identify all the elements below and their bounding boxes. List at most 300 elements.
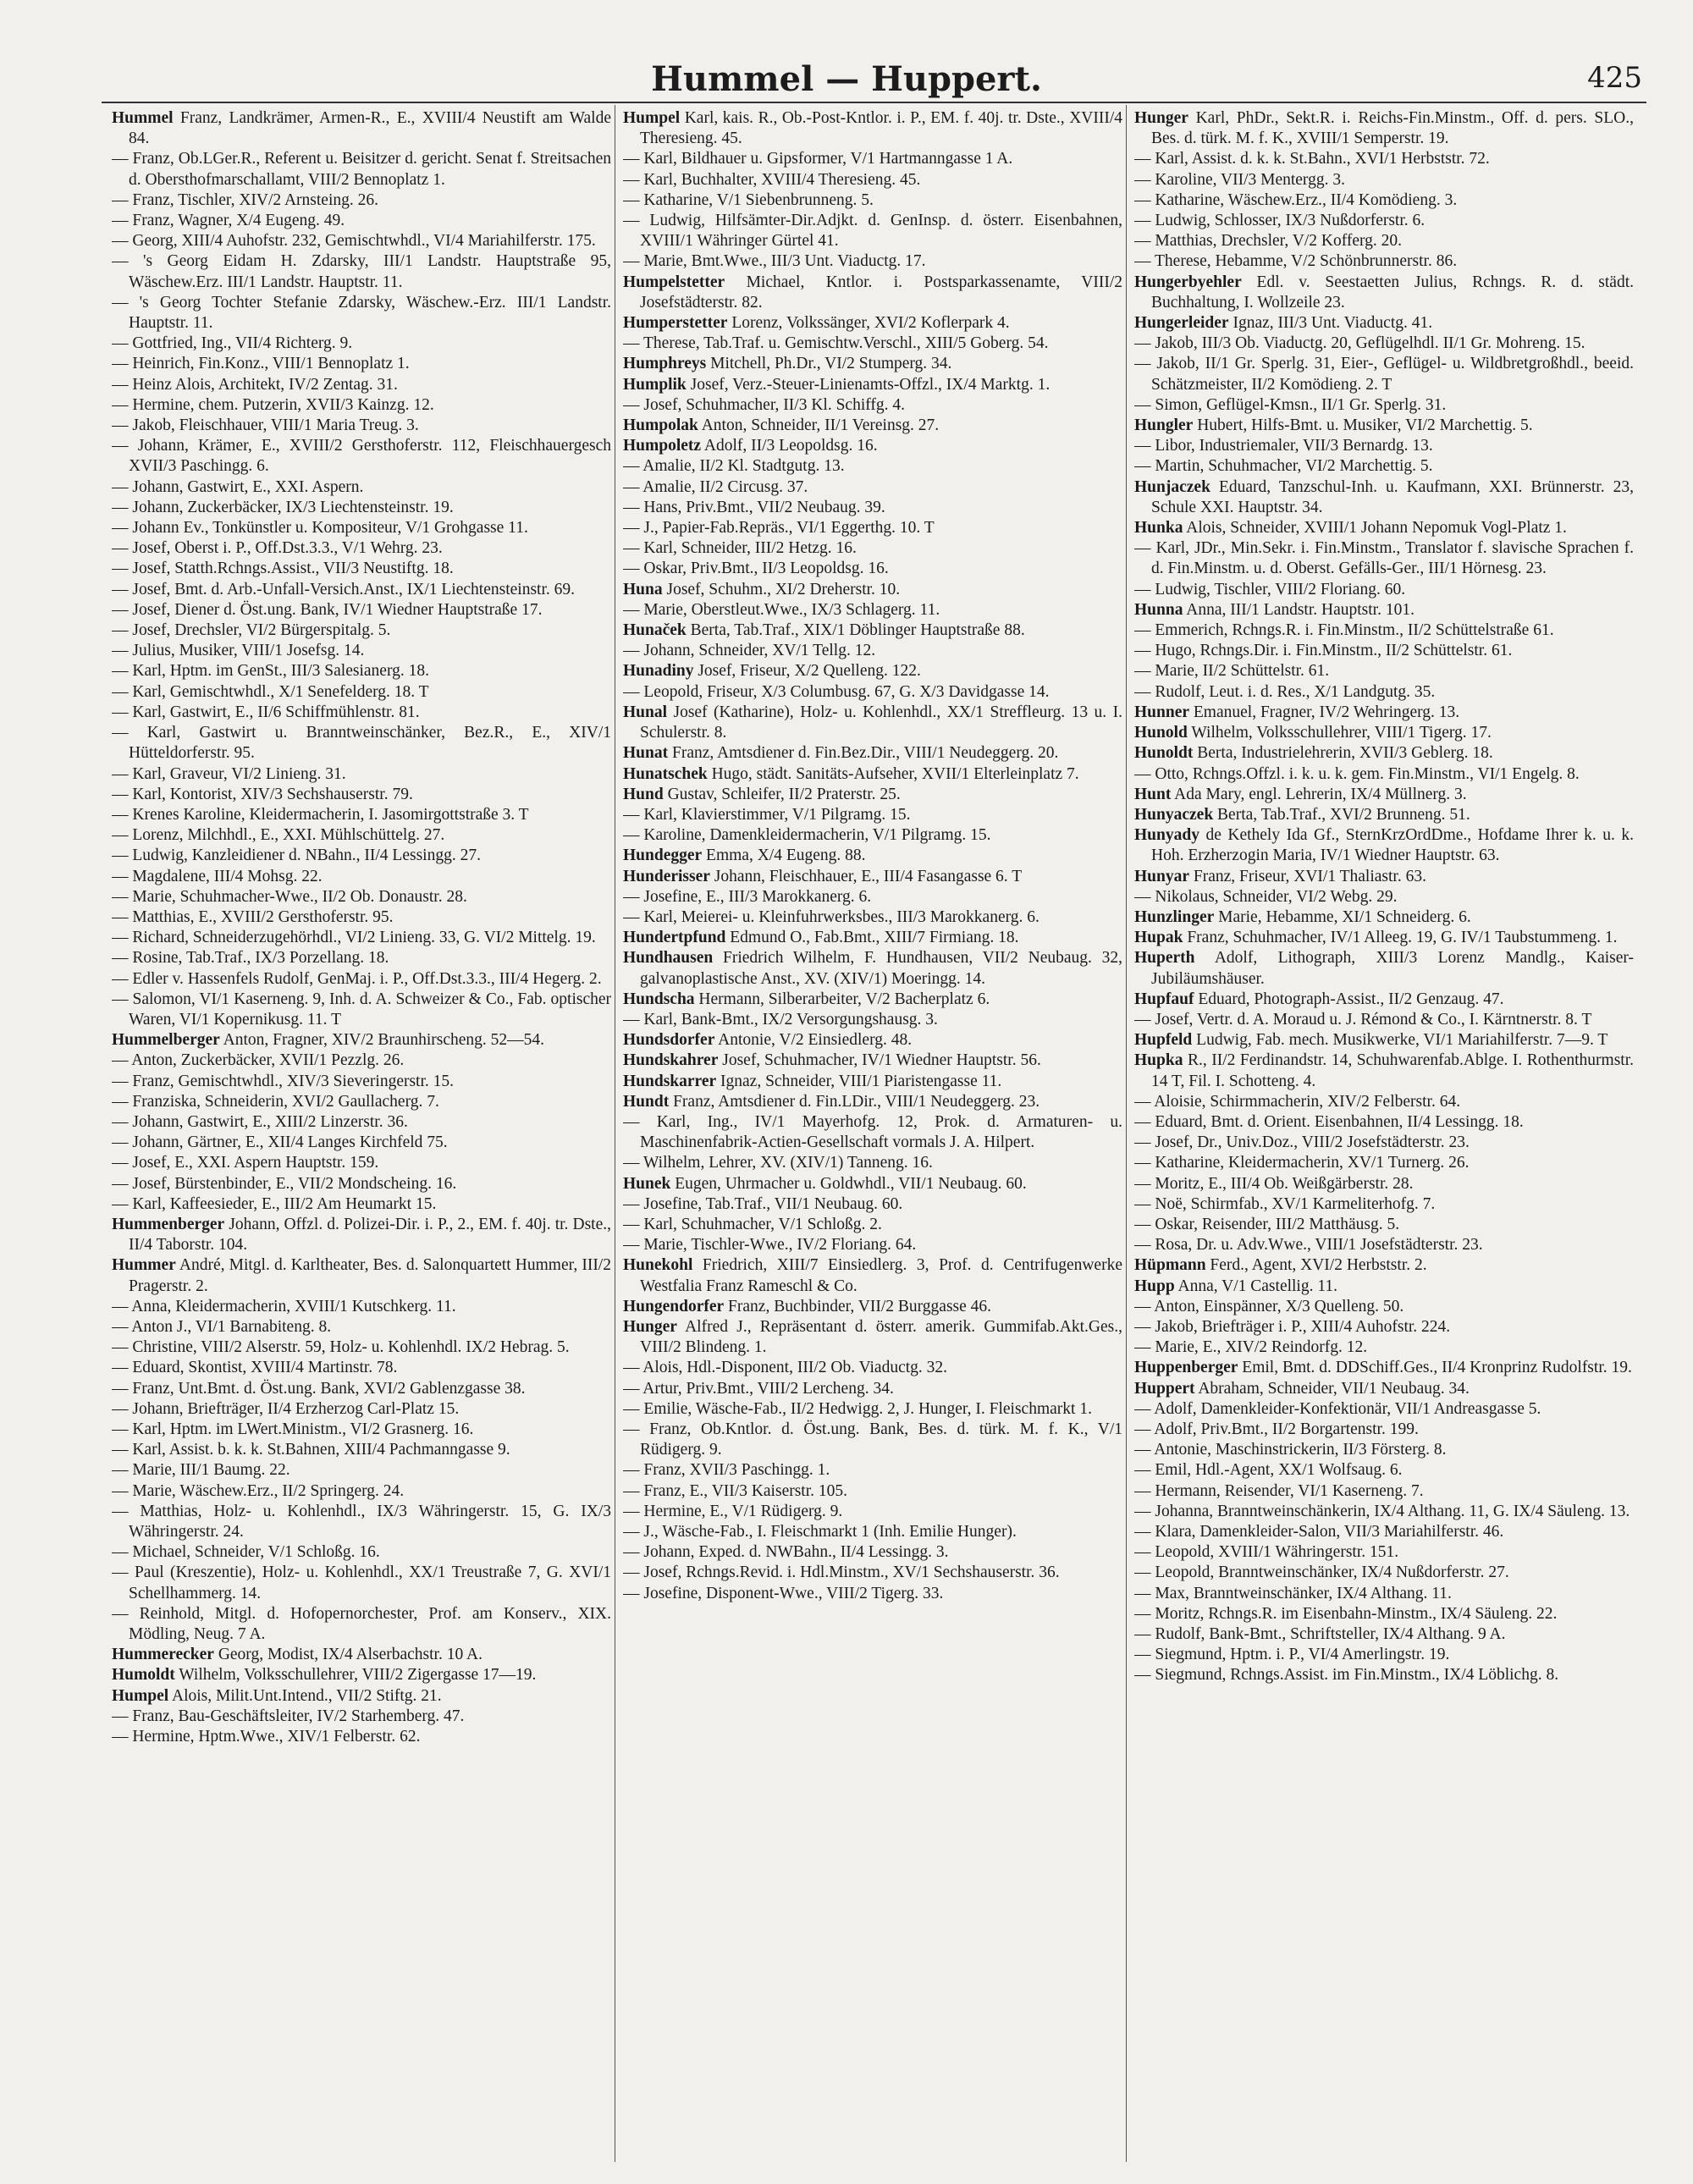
directory-entry	[112, 805, 611, 825]
entry-text: — Anton J., VI/1 Barnabiteng. 8.	[112, 1317, 332, 1336]
entry-text: — Otto, Rchngs.Offzl. i. k. u. k. gem. Fin.Minstm., VI/1 Engelg. 8.	[1134, 764, 1580, 783]
directory-entry	[112, 600, 611, 620]
entry-text: Emma, X/4 Eugeng. 88.	[706, 847, 866, 865]
directory-entry	[623, 948, 1122, 989]
directory-entry	[112, 1215, 611, 1255]
directory-entry	[623, 1358, 1122, 1378]
entry-text: Anna, III/1 Landstr. Hauptstr. 101.	[1186, 600, 1415, 619]
directory-entry	[623, 1502, 1122, 1522]
directory-entry	[1134, 1277, 1634, 1297]
directory-entry	[623, 1030, 1122, 1051]
entry-text: Josef, Schuhm., XI/2 Dreherstr. 10.	[666, 580, 901, 598]
directory-entry	[623, 559, 1122, 579]
directory-entry	[112, 1542, 611, 1563]
entry-text: — Simon, Geflügel-Kmsn., II/1 Gr. Sperlg. 31.	[1134, 395, 1447, 414]
directory-entry	[1134, 416, 1634, 436]
directory-entry	[623, 1235, 1122, 1255]
entry-text: — Therese, Tab.Traf. u. Gemischtw.Verschl., XIII/5 Goberg. 54.	[623, 334, 1049, 353]
entry-text: Abraham, Schneider, VII/1 Neubaug. 34.	[1198, 1379, 1470, 1398]
directory-entry	[112, 661, 611, 681]
entry-text: Franz, Amtsdiener d. Fin.LDir., VIII/1 Neudeggerg. 23.	[673, 1092, 1040, 1111]
directory-entry	[623, 149, 1122, 169]
directory-entry	[623, 538, 1122, 559]
entry-surname: Hunyaczek	[1134, 805, 1214, 824]
directory-entry	[623, 661, 1122, 681]
entry-text: Johann, Fleischhauer, E., III/4 Fasangasse 6. T	[714, 867, 1023, 885]
entry-text: — Katharine, V/1 Siebenbrunneng. 5.	[623, 190, 874, 209]
directory-entry	[1134, 600, 1634, 620]
entry-text: — Franz, Tischler, XIV/2 Arnsteing. 26.	[112, 190, 378, 209]
directory-entry	[112, 436, 611, 477]
directory-entry	[112, 1665, 611, 1685]
entry-text: Franz, Friseur, XVI/1 Thaliastr. 63.	[1193, 867, 1426, 885]
directory-entry	[112, 1051, 611, 1071]
entry-text: — Josef, Rchngs.Revid. i. Hdl.Minstm., XV/1 Sechshauserstr. 36.	[623, 1564, 1060, 1582]
entry-text: — Jakob, III/3 Ob. Viaductg. 20, Geflügelhdl. II/1 Gr. Mohreng. 15.	[1134, 334, 1585, 353]
entry-text: — Josefine, Disponent-Wwe., VIII/2 Tigerg. 33.	[623, 1584, 944, 1602]
directory-entry	[1134, 1460, 1634, 1481]
entry-text: — Edler v. Hassenfels Rudolf, GenMaj. i. P., Off.Dst.3.3., III/4 Hegerg. 2.	[112, 969, 602, 988]
entry-surname: Hungerleider	[1134, 314, 1229, 333]
entry-text: — Hermann, Reisender, VI/1 Kaserneng. 7.	[1134, 1481, 1424, 1500]
directory-entry	[623, 354, 1122, 374]
directory-entry	[112, 1174, 611, 1194]
directory-entry	[623, 416, 1122, 436]
entry-surname: Hummer	[112, 1256, 176, 1275]
directory-entry	[623, 273, 1122, 313]
entry-text: — Johann, Schneider, XV/1 Tellg. 12.	[623, 642, 876, 660]
entry-text: — Karl, Kaffeesieder, E., III/2 Am Heumarkt 15.	[112, 1194, 437, 1213]
entry-text: — Johann, Gastwirt, E., XXI. Aspern.	[112, 477, 364, 496]
entry-text: — Franz, Bau-Geschäftsleiter, IV/2 Starhemberg. 47.	[112, 1707, 465, 1725]
directory-entry	[1134, 149, 1634, 169]
entry-surname: Hundscha	[623, 990, 695, 1008]
entry-text: — Jakob, Fleischhauer, VIII/1 Maria Treug. 3.	[112, 416, 419, 435]
directory-entry	[1134, 1522, 1634, 1542]
entry-text: — Emmerich, Rchngs.R. i. Fin.Minstm., II/2 Schüttelstraße 61.	[1134, 621, 1554, 640]
directory-column-3	[1134, 108, 1634, 2157]
entry-text: Friedrich, XIII/7 Einsiedlerg. 3, Prof. d. Centrifugenwerke Westfalia Franz Rameschl & Co.	[640, 1256, 1122, 1295]
entry-text: — Siegmund, Hptm. i. P., VI/4 Amerlingstr. 19.	[1134, 1646, 1450, 1664]
entry-text: — Ludwig, Schlosser, IX/3 Nußdorferstr. 6.	[1134, 212, 1426, 230]
directory-entry	[1134, 1399, 1634, 1420]
directory-entry	[112, 723, 611, 764]
directory-entry	[1134, 785, 1634, 805]
entry-text: Berta, Tab.Traf., XIX/1 Döblinger Hauptstraße 88.	[690, 621, 1025, 640]
directory-entry	[112, 1399, 611, 1420]
entry-text: — Aloisie, Schirmmacherin, XIV/2 Felberstr. 64.	[1134, 1092, 1461, 1111]
entry-surname: Huna	[623, 580, 663, 598]
entry-text: Josef, Verz.-Steuer-Linienamts-Offzl., IX/4 Marktg. 1.	[690, 375, 1051, 394]
entry-text: — Oskar, Priv.Bmt., II/3 Leopoldsg. 16.	[623, 560, 889, 578]
entry-surname: Humoldt	[112, 1666, 175, 1685]
entry-text: — Rudolf, Leut. i. d. Res., X/1 Landgutg. 35.	[1134, 682, 1436, 701]
directory-entry	[1134, 1379, 1634, 1399]
directory-entry	[623, 990, 1122, 1010]
entry-text: — Emil, Hdl.-Agent, XX/1 Wolfsaug. 6.	[1134, 1461, 1403, 1480]
entry-text: — Gottfried, Ing., VII/4 Richterg. 9.	[112, 334, 353, 353]
directory-entry	[1134, 518, 1634, 538]
entry-text: Hugo, städt. Sanitäts-Aufseher, XVII/1 Elterleinplatz 7.	[711, 764, 1079, 783]
entry-text: — Karl, Graveur, VI/2 Linieng. 31.	[112, 764, 346, 783]
directory-entry	[623, 1051, 1122, 1071]
directory-entry	[112, 641, 611, 661]
entry-text: — Johann, Exped. d. NWBahn., II/4 Lessingg. 3.	[623, 1543, 949, 1562]
directory-entry	[1134, 805, 1634, 825]
entry-text: Ferd., Agent, XVI/2 Herbststr. 2.	[1210, 1256, 1427, 1275]
entry-text: — Franziska, Schneiderin, XVI/2 Gaullacherg. 7.	[112, 1092, 439, 1111]
entry-text: — Michael, Schneider, V/1 Schloßg. 16.	[112, 1543, 380, 1562]
entry-text: — Franz, Gemischtwhdl., XIV/3 Sieveringerstr. 15.	[112, 1072, 455, 1090]
directory-entry	[112, 1502, 611, 1542]
entry-surname: Humplik	[623, 375, 687, 394]
directory-entry	[1134, 1358, 1634, 1378]
directory-entry	[1134, 1584, 1634, 1604]
entry-text: Ignaz, Schneider, VIII/1 Piaristengasse 11.	[720, 1072, 1002, 1090]
entry-surname: Hundertpfund	[623, 929, 726, 947]
entry-text: — Libor, Industriemaler, VII/3 Bernardg. 13.	[1134, 437, 1433, 455]
entry-surname: Hüpmann	[1134, 1256, 1206, 1275]
entry-text: — Karl, Klavierstimmer, V/1 Pilgramg. 15.	[623, 805, 911, 824]
directory-entry	[623, 887, 1122, 907]
entry-text: Anna, V/1 Castellig. 11.	[1177, 1277, 1338, 1295]
entry-text: — Josef, Drechsler, VI/2 Bürgerspitalg. 5.	[112, 621, 391, 640]
directory-entry	[1134, 1194, 1634, 1215]
directory-entry	[623, 1174, 1122, 1194]
entry-text: — Katharine, Kleidermacherin, XV/1 Turnerg. 26.	[1134, 1154, 1470, 1172]
entry-text: Franz, Schuhmacher, IV/1 Alleeg. 19, G. IV/1 Taubstummeng. 1.	[1187, 929, 1618, 947]
directory-entry	[623, 1379, 1122, 1399]
directory-entry	[1134, 251, 1634, 272]
directory-entry	[112, 477, 611, 498]
entry-text: — Marie, Bmt.Wwe., III/3 Unt. Viaductg. 17.	[623, 252, 926, 271]
entry-text: — Ludwig, Kanzleidiener d. NBahn., II/4 Lessingg. 27.	[112, 847, 481, 865]
entry-text: — Karl, Schuhmacher, V/1 Schloßg. 2.	[623, 1215, 882, 1233]
entry-text: Adolf, Lithograph, XIII/3 Lorenz Mandlg., Kaiser-Jubiläumshäuser.	[1151, 949, 1634, 988]
entry-text: Franz, Landkrämer, Armen-R., E., XVIII/4 Neustift am Walde 84.	[129, 109, 611, 148]
entry-surname: Hundskarrer	[623, 1072, 717, 1090]
entry-text: Franz, Amtsdiener d. Fin.Bez.Dir., VIII/1 Neudeggerg. 20.	[671, 744, 1059, 763]
header-rule	[102, 102, 1646, 103]
entry-surname: Hunaček	[623, 621, 687, 640]
entry-text: Emanuel, Fragner, IV/2 Wehringerg. 13.	[1193, 703, 1460, 721]
directory-entry	[1134, 620, 1634, 641]
entry-text: — Marie, Oberstleut.Wwe., IX/3 Schlagerg. 11.	[623, 600, 940, 619]
directory-entry	[623, 580, 1122, 600]
entry-surname: Humphreys	[623, 355, 707, 373]
entry-text: — Moritz, E., III/4 Ob. Weißgärberstr. 28.	[1134, 1174, 1414, 1193]
entry-surname: Hunna	[1134, 600, 1183, 619]
entry-surname: Hunek	[623, 1174, 671, 1193]
directory-entry	[623, 703, 1122, 743]
directory-entry	[623, 867, 1122, 887]
directory-entry	[1134, 231, 1634, 251]
entry-surname: Hungerbyehler	[1134, 273, 1242, 291]
entry-text: — Karl, Bildhauer u. Gipsformer, V/1 Hartmanngasse 1 A.	[623, 150, 1013, 168]
directory-entry	[1134, 190, 1634, 211]
entry-text: — Heinrich, Fin.Konz., VIII/1 Bennoplatz 1.	[112, 355, 410, 373]
entry-surname: Hunger	[623, 1317, 677, 1336]
entry-text: R., II/2 Ferdinandstr. 14, Schuhwarenfab.Ablge. I. Rothenthurmstr. 14 T, Fil. I. Schotteng. 4.	[1151, 1051, 1634, 1090]
entry-text: — Antonie, Maschinstrickerin, II/3 Försterg. 8.	[1134, 1441, 1447, 1459]
entry-text: — Leopold, Branntweinschänker, IX/4 Nußdorferstr. 27.	[1134, 1564, 1509, 1582]
entry-text: Marie, Hebamme, XI/1 Schneiderg. 6.	[1218, 907, 1471, 926]
entry-text: — Karl, Buchhalter, XVIII/4 Theresieng. 45.	[623, 170, 921, 189]
entry-text: Alois, Milit.Unt.Intend., VII/2 Stiftg. 21.	[172, 1686, 442, 1705]
entry-text: — Josef, Diener d. Öst.ung. Bank, IV/1 Wiedner Hauptstraße 17.	[112, 600, 543, 619]
entry-text: Berta, Industrielehrerin, XVII/3 Geblerg. 18.	[1197, 744, 1493, 763]
directory-entry	[112, 1440, 611, 1460]
entry-text: Karl, PhDr., Sekt.R. i. Reichs-Fin.Minstm., Off. d. pers. SLO., Bes. d. türk. M. f. K., XVIII/1 Semperstr. 19.	[1151, 109, 1634, 148]
entry-text: — Marie, II/2 Schüttelstr. 61.	[1134, 662, 1330, 681]
directory-entry	[623, 170, 1122, 190]
directory-entry	[623, 1092, 1122, 1112]
entry-text: — Krenes Karoline, Kleidermacherin, I. Jasomirgottstraße 3. T	[112, 805, 529, 824]
entry-text: — Karl, Meierei- u. Kleinfuhrwerksbes., III/3 Marokkanerg. 6.	[623, 907, 1040, 926]
entry-text: — Franz, Wagner, X/4 Eugeng. 49.	[112, 212, 345, 230]
directory-entry	[1134, 1420, 1634, 1440]
entry-text: — Josefine, E., III/3 Marokkanerg. 6.	[623, 887, 872, 906]
entry-text: — Leopold, Friseur, X/3 Columbusg. 67, G. X/3 Davidgasse 14.	[623, 682, 1050, 701]
entry-text: — Josef, Bmt. d. Arb.-Unfall-Versich.Anst., IX/1 Liechtensteinstr. 69.	[112, 580, 575, 598]
entry-text: — Karl, Gastwirt, E., II/6 Schiffmühlenstr. 81.	[112, 703, 420, 721]
entry-text: Franz, Buchbinder, VII/2 Burggasse 46.	[728, 1297, 992, 1315]
entry-text: — Oskar, Reisender, III/2 Matthäusg. 5.	[1134, 1215, 1400, 1233]
directory-entry	[112, 108, 611, 149]
directory-entry	[1134, 273, 1634, 313]
directory-entry	[1134, 334, 1634, 354]
entry-surname: Hunoldt	[1134, 744, 1194, 763]
entry-surname: Hupfauf	[1134, 990, 1194, 1008]
entry-text: — Adolf, Priv.Bmt., II/2 Borgartenstr. 199.	[1134, 1420, 1419, 1438]
entry-text: — Anton, Zuckerbäcker, XVII/1 Pezzlg. 26.	[112, 1051, 405, 1070]
entry-text: Ada Mary, engl. Lehrerin, IX/4 Müllnerg. 3.	[1174, 785, 1467, 803]
entry-text: Berta, Tab.Traf., XVI/2 Brunneng. 51.	[1217, 805, 1470, 824]
entry-text: — Nikolaus, Schneider, VI/2 Webg. 29.	[1134, 887, 1398, 906]
entry-text: — Rudolf, Bank-Bmt., Schriftsteller, IX/4 Althang. 9 A.	[1134, 1625, 1506, 1644]
entry-surname: Hunyady	[1134, 826, 1199, 845]
directory-entry	[1134, 1481, 1634, 1502]
entry-text: — Wilhelm, Lehrer, XV. (XIV/1) Tanneng. 16.	[623, 1154, 933, 1172]
entry-text: — Matthias, Holz- u. Kohlenhdl., IX/3 Währingerstr. 15, G. IX/3 Währingerstr. 24.	[112, 1502, 611, 1541]
directory-entry	[1134, 1174, 1634, 1194]
directory-entry	[1134, 825, 1634, 866]
directory-entry	[1134, 456, 1634, 477]
entry-text: Edmund O., Fab.Bmt., XIII/7 Firmiang. 18.	[730, 929, 1019, 947]
directory-entry	[623, 1584, 1122, 1604]
entry-text: — Reinhold, Mitgl. d. Hofopernorchester, Prof. am Konserv., XIX. Mödling, Neug. 7 A.	[112, 1604, 611, 1644]
directory-entry	[1134, 1010, 1634, 1030]
directory-entry	[1134, 1563, 1634, 1583]
entry-text: — Amalie, II/2 Kl. Stadtgutg. 13.	[623, 457, 845, 476]
entry-text: Alois, Schneider, XVIII/1 Johann Nepomuk Vogl-Platz 1.	[1186, 519, 1567, 538]
directory-entry	[1134, 1153, 1634, 1173]
entry-text: — Marie, E., XIV/2 Reindorfg. 12.	[1134, 1338, 1368, 1357]
entry-text: — Artur, Priv.Bmt., VIII/2 Lercheng. 34.	[623, 1379, 894, 1398]
entry-text: — Franz, XVII/3 Paschingg. 1.	[623, 1461, 830, 1480]
directory-entry	[623, 907, 1122, 928]
directory-entry	[1134, 436, 1634, 456]
entry-text: Lorenz, Volkssänger, XVI/2 Koflerpark 4.	[731, 314, 1010, 333]
directory-entry	[112, 825, 611, 846]
entry-surname: Huppenberger	[1134, 1359, 1238, 1377]
entry-surname: Hungler	[1134, 416, 1194, 435]
directory-entry	[623, 743, 1122, 764]
directory-entry	[1134, 211, 1634, 231]
entry-text: — Josef, Vertr. d. A. Moraud u. J. Rémond & Co., I. Kärntnerstr. 8. T	[1134, 1010, 1592, 1029]
directory-entry	[623, 764, 1122, 785]
entry-text: Anton, Fragner, XIV/2 Braunhirscheng. 52—54.	[223, 1031, 545, 1050]
entry-text: — Heinz Alois, Architekt, IV/2 Zentag. 31.	[112, 375, 398, 394]
directory-entry	[623, 1072, 1122, 1092]
directory-entry	[1134, 580, 1634, 600]
entry-text: — Marie, Tischler-Wwe., IV/2 Floriang. 64.	[623, 1236, 917, 1255]
directory-entry	[112, 498, 611, 518]
entry-text: — Magdalene, III/4 Mohsg. 22.	[112, 867, 323, 885]
directory-entry	[1134, 1030, 1634, 1051]
directory-entry	[112, 580, 611, 600]
entry-text: Hubert, Hilfs-Bmt. u. Musiker, VI/2 Marchettig. 5.	[1197, 416, 1533, 435]
entry-text: — Johann, Briefträger, II/4 Erzherzog Carl-Platz 15.	[112, 1399, 460, 1418]
directory-entry	[1134, 990, 1634, 1010]
entry-text: — Anton, Einspänner, X/3 Quelleng. 50.	[1134, 1297, 1404, 1315]
entry-text: — Hugo, Rchngs.Dir. i. Fin.Minstm., II/2 Schüttelstr. 61.	[1134, 642, 1513, 660]
page-number: 425	[1587, 61, 1642, 95]
directory-entry	[623, 518, 1122, 538]
directory-entry	[623, 251, 1122, 272]
entry-text: — Max, Branntweinschänker, IX/4 Althang. 11.	[1134, 1584, 1452, 1602]
entry-text: Friedrich Wilhelm, F. Hundhausen, VII/2 Neubaug. 32, galvanoplastische Anst., XV. (XIV/1) Moeringg. 14.	[640, 949, 1122, 988]
entry-text: Michael, Kntlor. i. Postsparkassenamte, VIII/2 Josefstädterstr. 82.	[640, 273, 1122, 312]
directory-entry	[112, 518, 611, 538]
entry-surname: Hupfeld	[1134, 1031, 1193, 1050]
entry-text: — Georg, XIII/4 Auhofstr. 232, Gemischtwhdl., VI/4 Mariahilferstr. 175.	[112, 232, 596, 251]
directory-entry	[623, 375, 1122, 395]
directory-entry	[112, 251, 611, 292]
directory-entry	[1134, 1624, 1634, 1645]
directory-entry	[623, 1481, 1122, 1502]
directory-entry	[1134, 1255, 1634, 1276]
directory-column-1	[112, 108, 611, 2157]
entry-text: — Therese, Hebamme, V/2 Schönbrunnerstr. 86.	[1134, 252, 1458, 271]
entry-surname: Humpolak	[623, 416, 698, 435]
directory-entry	[112, 867, 611, 887]
directory-entry	[112, 1481, 611, 1502]
entry-surname: Hummelberger	[112, 1031, 220, 1050]
directory-entry	[623, 313, 1122, 334]
entry-text: Emil, Bmt. d. DDSchiff.Ges., II/4 Kronprinz Rudolfstr. 19.	[1242, 1359, 1632, 1377]
directory-entry	[1134, 1092, 1634, 1112]
directory-entry	[112, 703, 611, 723]
page-title: Hummel — Huppert.	[651, 59, 1042, 99]
directory-entry	[112, 1092, 611, 1112]
directory-entry	[623, 190, 1122, 211]
directory-entry	[623, 1194, 1122, 1215]
directory-entry	[112, 1460, 611, 1481]
directory-entry	[112, 395, 611, 416]
directory-entry	[1134, 1215, 1634, 1235]
entry-text: — Hans, Priv.Bmt., VII/2 Neubaug. 39.	[623, 498, 885, 516]
directory-entry	[112, 1379, 611, 1399]
entry-text: — Eduard, Skontist, XVIII/4 Martinstr. 78.	[112, 1359, 398, 1377]
entry-text: Alfred J., Repräsentant d. österr. amerik. Gummifab.Akt.Ges., VIII/2 Blindeng. 1.	[640, 1317, 1122, 1357]
directory-entry	[1134, 661, 1634, 681]
directory-entry	[1134, 170, 1634, 190]
entry-text: — Josefine, Tab.Traf., VII/1 Neubaug. 60.	[623, 1194, 903, 1213]
directory-entry	[623, 1215, 1122, 1235]
directory-entry	[112, 990, 611, 1030]
directory-entry	[112, 190, 611, 211]
directory-entry	[1134, 1604, 1634, 1624]
entry-text: — Lorenz, Milchhdl., E., XXI. Mühlschüttelg. 27.	[112, 826, 445, 845]
directory-entry	[1134, 538, 1634, 579]
entry-text: — Anna, Kleidermacherin, XVIII/1 Kutschkerg. 11.	[112, 1297, 456, 1315]
entry-surname: Hund	[623, 785, 664, 803]
directory-entry	[623, 1255, 1122, 1296]
entry-surname: Hunzlinger	[1134, 907, 1215, 926]
entry-surname: Hunold	[1134, 724, 1188, 742]
directory-entry	[1134, 1665, 1634, 1685]
directory-entry	[112, 928, 611, 948]
entry-surname: Hupp	[1134, 1277, 1175, 1295]
directory-entry	[112, 538, 611, 559]
directory-entry	[112, 559, 611, 579]
entry-text: — Josef, Bürstenbinder, E., VII/2 Mondscheing. 16.	[112, 1174, 457, 1193]
directory-entry	[1134, 928, 1634, 948]
directory-entry	[112, 1317, 611, 1337]
directory-entry	[623, 620, 1122, 641]
directory-entry	[1134, 1440, 1634, 1460]
entry-surname: Hunner	[1134, 703, 1190, 721]
entry-surname: Hummel	[112, 109, 174, 127]
directory-entry	[112, 1604, 611, 1645]
entry-text: — Marie, Schuhmacher-Wwe., II/2 Ob. Donaustr. 28.	[112, 887, 467, 906]
entry-surname: Hupak	[1134, 929, 1183, 947]
entry-text: — Josef, Schuhmacher, II/3 Kl. Schiffg. 4.	[623, 395, 906, 414]
entry-text: Josef, Schuhmacher, IV/1 Wiedner Hauptstr. 56.	[722, 1051, 1041, 1070]
directory-entry	[1134, 1051, 1634, 1091]
directory-entry	[1134, 1133, 1634, 1153]
directory-entry	[1134, 1112, 1634, 1133]
entry-text: — Jakob, Briefträger i. P., XIII/4 Auhofstr. 224.	[1134, 1317, 1451, 1336]
directory-entry	[1134, 313, 1634, 334]
directory-entry	[112, 231, 611, 251]
directory-entry	[1134, 723, 1634, 743]
entry-text: — Karl, Assist. b. k. k. St.Bahnen, XIII/4 Pachmanngasse 9.	[112, 1441, 510, 1459]
entry-text: — Johann, Krämer, E., XVIII/2 Gersthoferstr. 112, Fleischhauergesch XVII/3 Paschingg. 6.	[112, 437, 611, 476]
entry-surname: Huperth	[1134, 949, 1195, 968]
entry-text: — Johanna, Branntweinschänkerin, IX/4 Althang. 11, G. IX/4 Säuleng. 13.	[1134, 1502, 1630, 1520]
directory-entry	[112, 375, 611, 395]
entry-text: Johann, Offzl. d. Polizei-Dir. i. P., 2., EM. f. 40j. tr. Dste., II/4 Taborstr. 104.	[129, 1215, 611, 1255]
entry-text: Mitchell, Ph.Dr., VI/2 Stumperg. 34.	[710, 355, 952, 373]
entry-text: — Eduard, Bmt. d. Orient. Eisenbahnen, II/4 Lessingg. 18.	[1134, 1112, 1524, 1131]
entry-text: Eduard, Tanzschul-Inh. u. Kaufmann, XXI. Brünnerstr. 23, Schule XXI. Hauptstr. 34.	[1151, 477, 1634, 516]
entry-text: Ignaz, III/3 Unt. Viaductg. 41.	[1233, 314, 1433, 333]
directory-entry	[112, 846, 611, 866]
entry-text: — 's Georg Eidam H. Zdarsky, III/1 Landstr. Hauptstraße 95, Wäschew.Erz. III/1 Landstr. Hauptstr. 11.	[112, 252, 611, 291]
directory-entry	[112, 785, 611, 805]
directory-entry	[623, 1317, 1122, 1358]
entry-text: Wilhelm, Volksschullehrer, VIII/1 Tigerg. 17.	[1191, 724, 1492, 742]
directory-entry	[112, 149, 611, 190]
entry-text: — Marie, Wäschew.Erz., II/2 Springerg. 24.	[112, 1481, 405, 1500]
entry-text: — Karl, Schneider, III/2 Hetzg. 16.	[623, 539, 857, 558]
directory-entry	[623, 600, 1122, 620]
directory-column-2	[623, 108, 1122, 2157]
directory-entry	[623, 928, 1122, 948]
directory-entry	[112, 1686, 611, 1707]
